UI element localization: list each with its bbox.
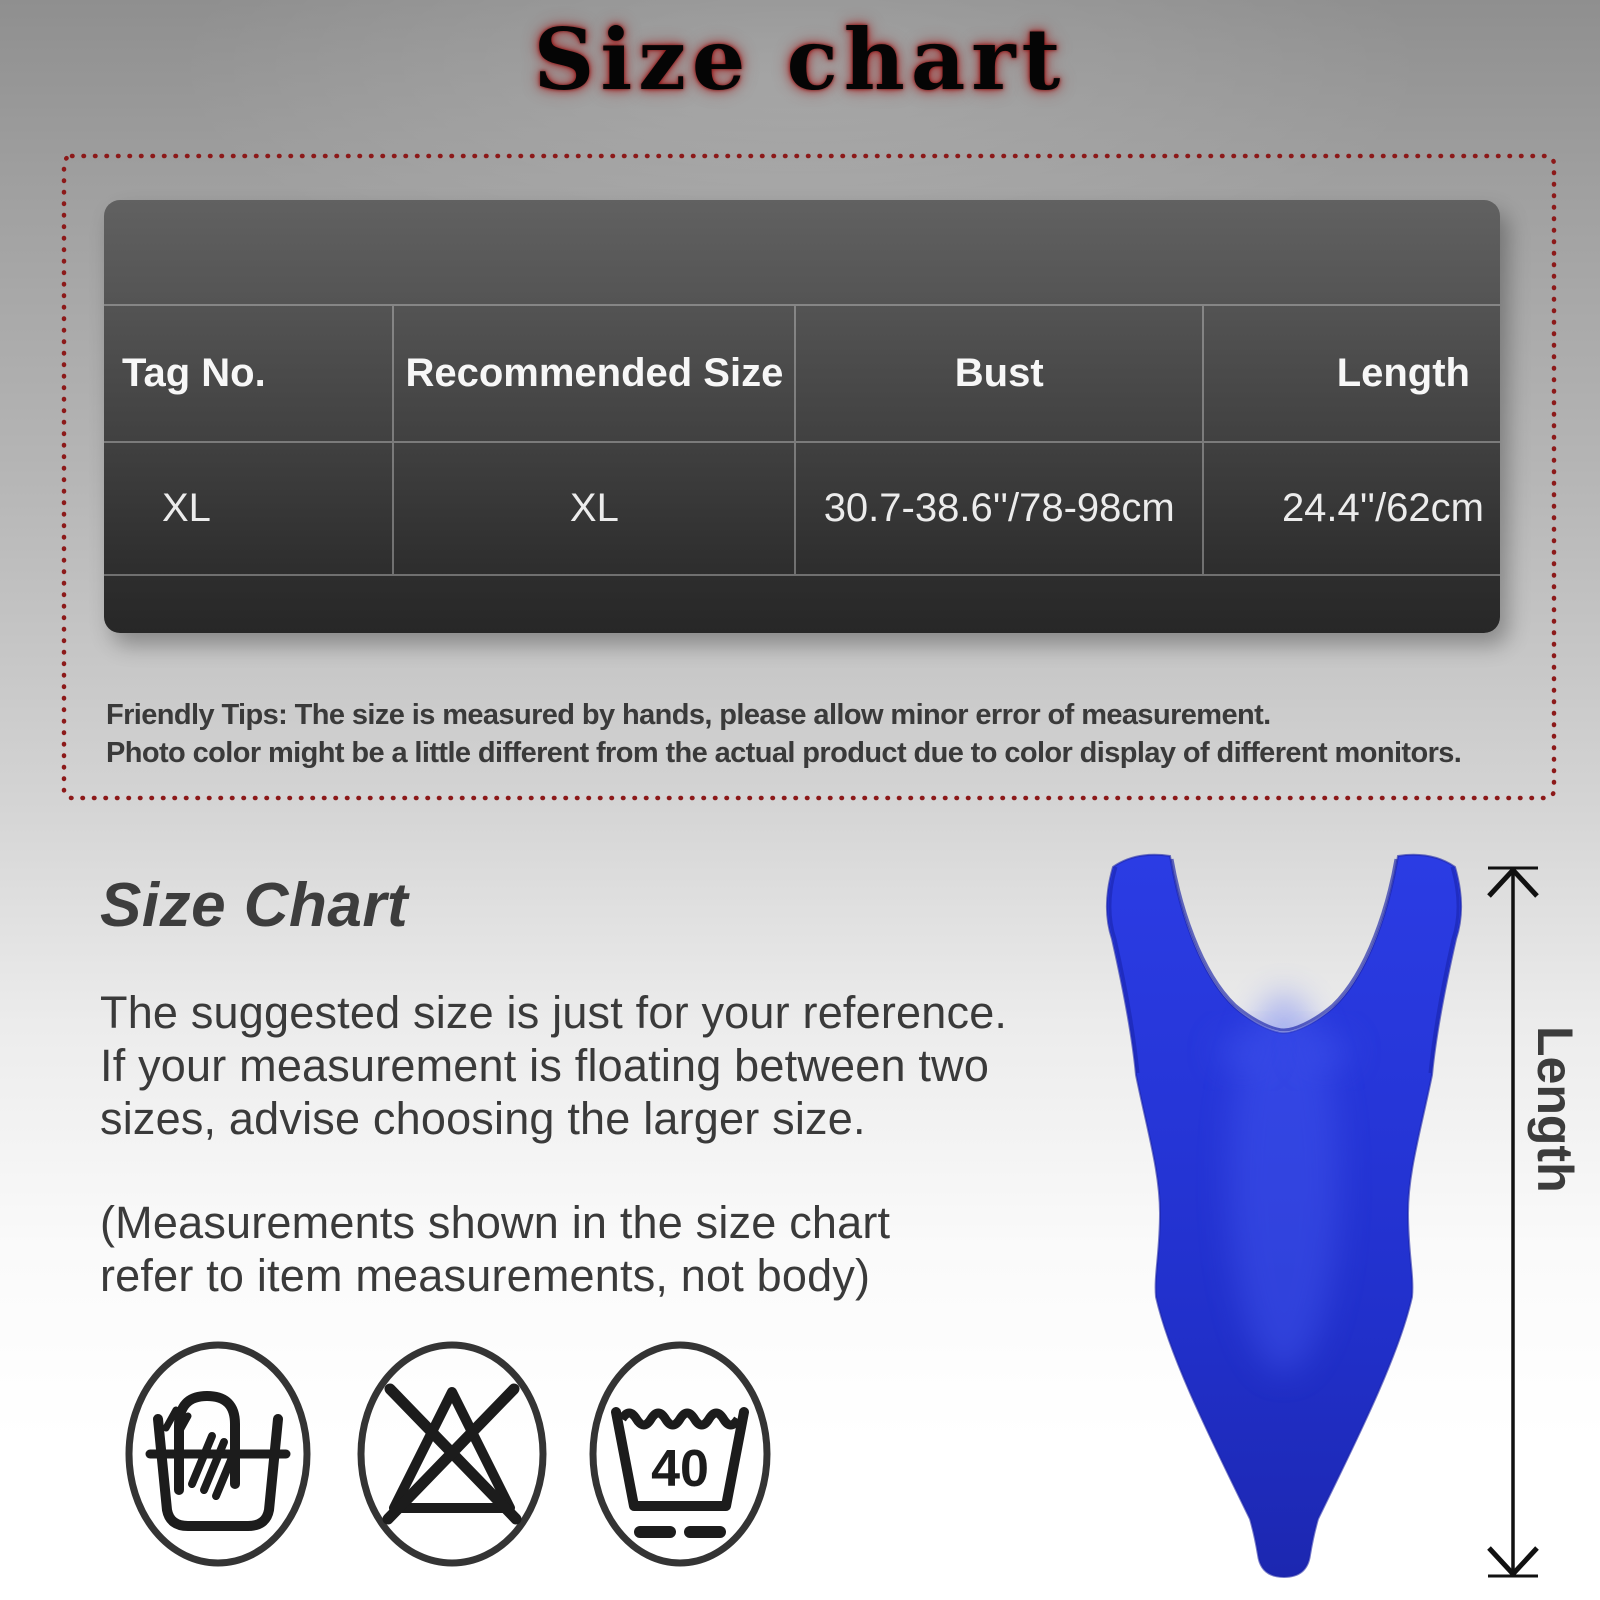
machine-wash-40-icon bbox=[593, 1345, 767, 1563]
description-line: The suggested size is just for your reference. bbox=[100, 987, 1008, 1038]
description-line: If your measurement is floating between two bbox=[100, 1040, 990, 1091]
description-line: sizes, advise choosing the larger size. bbox=[100, 1093, 866, 1144]
friendly-tips-line-1: Friendly Tips: The size is measured by hands, please allow minor error of measurement. bbox=[106, 699, 1271, 731]
table-cell-length: 24.4''/62cm bbox=[1204, 443, 1500, 576]
length-arrow bbox=[1470, 850, 1570, 1590]
table-header-bust: Bust bbox=[796, 304, 1204, 443]
description-line: (Measurements shown in the size chart bbox=[100, 1197, 891, 1248]
table-header-recommended-size: Recommended Size bbox=[394, 304, 796, 443]
table-cell-bust: 30.7-38.6''/78-98cm bbox=[796, 443, 1204, 576]
table-header-tag-no: Tag No. bbox=[104, 304, 394, 443]
friendly-tips bbox=[106, 696, 1486, 772]
table-top-band bbox=[104, 200, 1500, 304]
page-title: Size chart bbox=[533, 10, 1067, 109]
do-not-bleach-icon bbox=[361, 1345, 543, 1563]
wash-temperature-label: 40 bbox=[651, 1440, 709, 1498]
size-table bbox=[104, 200, 1500, 633]
length-annotation-label: Length bbox=[1527, 1026, 1583, 1193]
friendly-tips-line-2: Photo color might be a little different from the actual product due to color display of different monitors. bbox=[106, 737, 1462, 769]
table-cell-recommended: XL bbox=[394, 443, 796, 576]
bodysuit-image bbox=[1080, 843, 1480, 1593]
section-heading: Size Chart bbox=[100, 871, 409, 940]
table-bottom-band bbox=[104, 576, 1500, 633]
description-paragraph-1 bbox=[100, 986, 1007, 1145]
description-paragraph-2 bbox=[100, 1196, 890, 1302]
table-cell-tag: XL bbox=[104, 443, 394, 576]
description-line: refer to item measurements, not body) bbox=[100, 1250, 871, 1301]
care-icons bbox=[112, 1334, 792, 1584]
table-header-length: Length bbox=[1204, 304, 1500, 443]
hand-wash-icon bbox=[129, 1345, 307, 1563]
